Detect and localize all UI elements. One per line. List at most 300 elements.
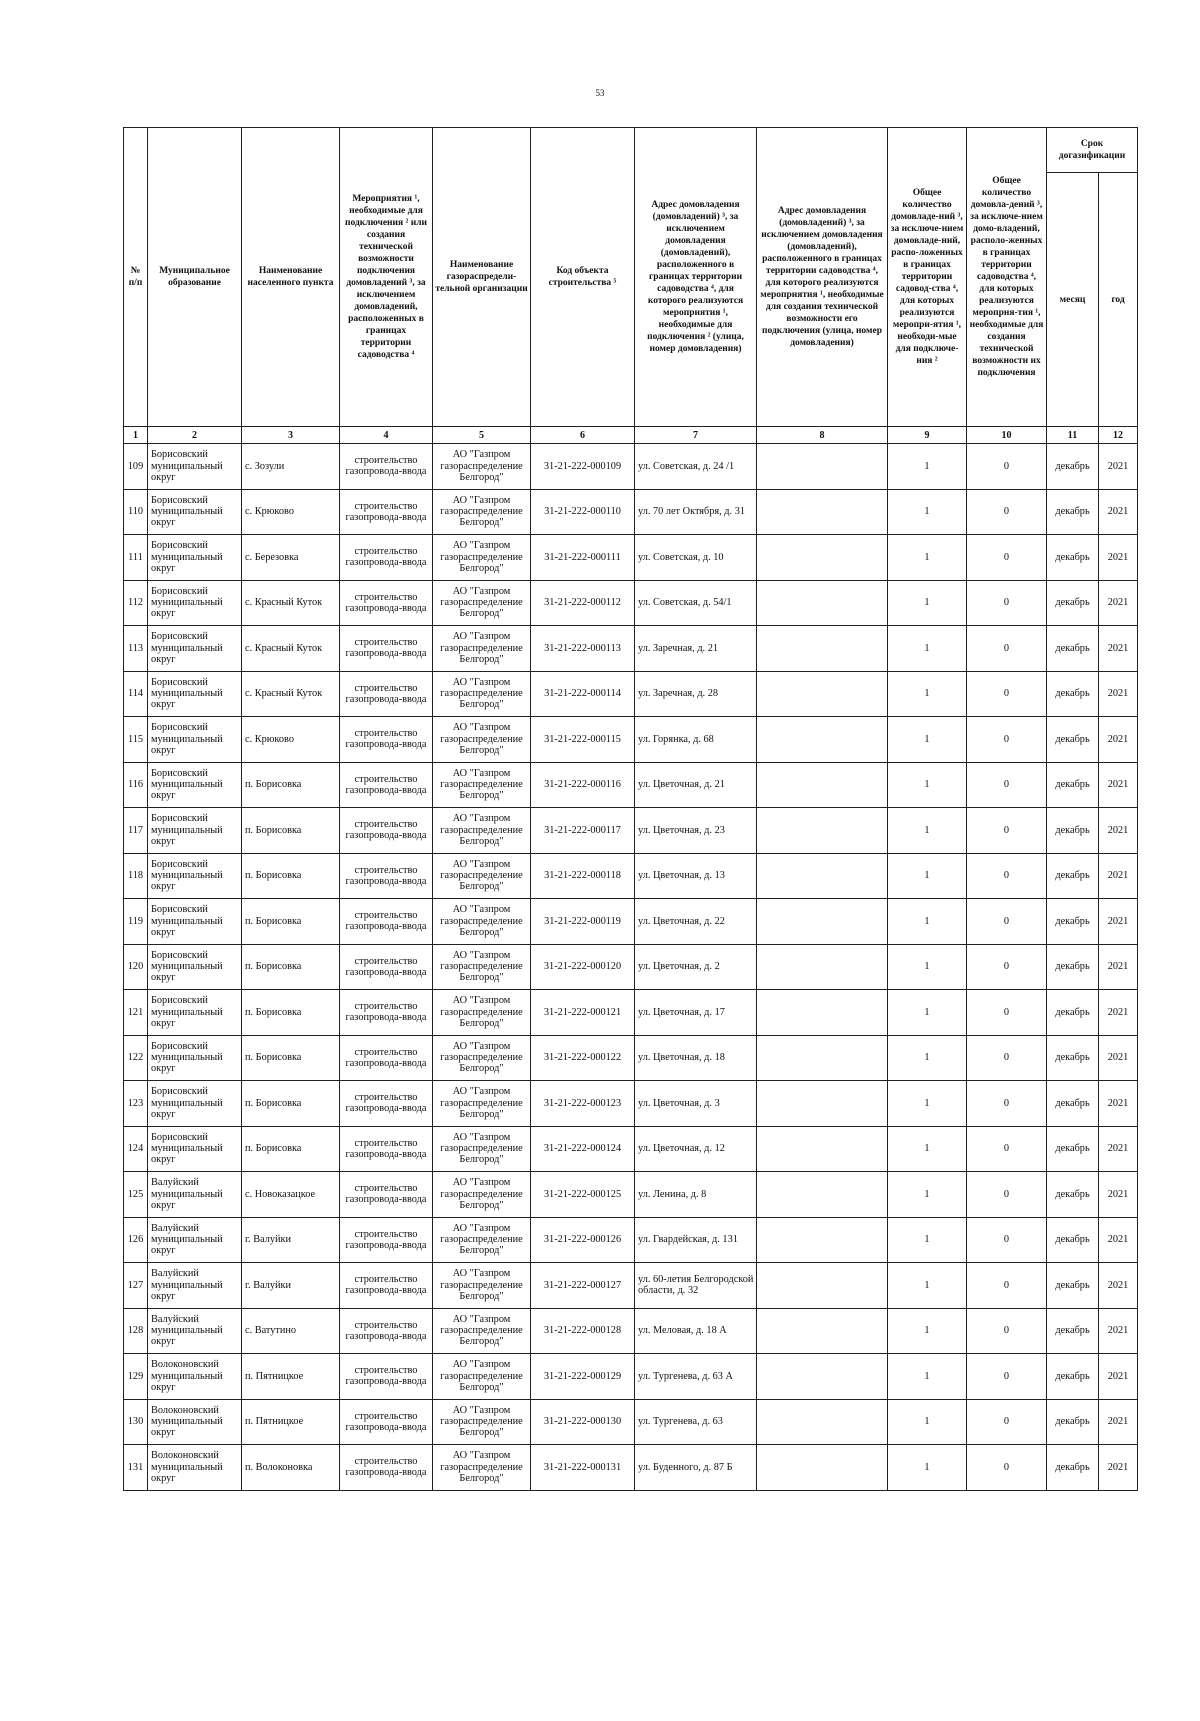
address-connection-cell: ул. Цветочная, д. 17 <box>635 990 757 1036</box>
object-code-cell: 31-21-222-000109 <box>531 444 635 490</box>
municipality-cell: Борисовский муниципальный округ <box>148 899 242 945</box>
year-cell: 2021 <box>1099 990 1138 1036</box>
row-number-cell: 111 <box>124 535 148 581</box>
row-number-cell: 117 <box>124 808 148 854</box>
measure-cell: строительство газопровода-ввода <box>340 444 433 490</box>
address-connection-cell: ул. Ленина, д. 8 <box>635 1172 757 1218</box>
address-capability-cell <box>757 1035 888 1081</box>
table-row <box>124 489 1138 535</box>
count-capability-cell: 0 <box>967 899 1047 945</box>
table-row <box>124 1035 1138 1081</box>
count-capability-cell: 0 <box>967 671 1047 717</box>
table-row <box>124 1445 1138 1491</box>
year-cell: 2021 <box>1099 1354 1138 1400</box>
settlement-cell: с. Крюково <box>242 489 340 535</box>
year-cell: 2021 <box>1099 1035 1138 1081</box>
year-cell: 2021 <box>1099 762 1138 808</box>
column-number: 11 <box>1047 427 1099 444</box>
address-capability-cell <box>757 899 888 945</box>
municipality-cell: Борисовский муниципальный округ <box>148 444 242 490</box>
municipality-cell: Борисовский муниципальный округ <box>148 853 242 899</box>
row-number-cell: 131 <box>124 1445 148 1491</box>
header-count-capability: Общее количество домовла-дений ³, за исключе-нием домо-владений, располо-женных в границах территории садоводства ⁴, для которых реализуются меропрня-тия ¹, необходимые для создания технической возможности их подключения <box>967 128 1047 427</box>
gas-organization-cell: АО "Газпром газораспределение Белгород" <box>433 990 531 1036</box>
month-cell: декабрь <box>1047 1081 1099 1127</box>
address-connection-cell: ул. 60-летия Белгородской области, д. 32 <box>635 1263 757 1309</box>
municipality-cell: Борисовский муниципальный округ <box>148 535 242 581</box>
measure-cell: строительство газопровода-ввода <box>340 853 433 899</box>
month-cell: декабрь <box>1047 808 1099 854</box>
month-cell: декабрь <box>1047 626 1099 672</box>
address-capability-cell <box>757 1399 888 1445</box>
object-code-cell: 31-21-222-000123 <box>531 1081 635 1127</box>
address-connection-cell: ул. Заречная, д. 28 <box>635 671 757 717</box>
year-cell: 2021 <box>1099 717 1138 763</box>
settlement-cell: п. Борисовка <box>242 808 340 854</box>
row-number-cell: 115 <box>124 717 148 763</box>
column-number: 12 <box>1099 427 1138 444</box>
month-cell: декабрь <box>1047 762 1099 808</box>
measure-cell: строительство газопровода-ввода <box>340 1354 433 1400</box>
address-capability-cell <box>757 717 888 763</box>
address-connection-cell: ул. Цветочная, д. 12 <box>635 1126 757 1172</box>
measure-cell: строительство газопровода-ввода <box>340 1172 433 1218</box>
address-capability-cell <box>757 444 888 490</box>
settlement-cell: с. Красный Куток <box>242 580 340 626</box>
address-capability-cell <box>757 990 888 1036</box>
table-row <box>124 1308 1138 1354</box>
gas-organization-cell: АО "Газпром газораспределение Белгород" <box>433 762 531 808</box>
row-number-cell: 125 <box>124 1172 148 1218</box>
table-row <box>124 899 1138 945</box>
address-connection-cell: ул. Горянка, д. 68 <box>635 717 757 763</box>
count-capability-cell: 0 <box>967 944 1047 990</box>
object-code-cell: 31-21-222-000112 <box>531 580 635 626</box>
settlement-cell: п. Пятницкое <box>242 1354 340 1400</box>
measure-cell: строительство газопровода-ввода <box>340 762 433 808</box>
column-number: 4 <box>340 427 433 444</box>
count-connection-cell: 1 <box>888 762 967 808</box>
gas-organization-cell: АО "Газпром газораспределение Белгород" <box>433 853 531 899</box>
gas-organization-cell: АО "Газпром газораспределение Белгород" <box>433 899 531 945</box>
address-connection-cell: ул. 70 лет Октября, д. 31 <box>635 489 757 535</box>
table-body <box>124 444 1138 1491</box>
table-row <box>124 444 1138 490</box>
address-capability-cell <box>757 762 888 808</box>
header-measures: Мероприятия ¹, необходимые для подключения ² или создания технической возможности подключения домовладений ³, за исключением домовладений, расположенных в границах территории садоводства ⁴ <box>340 128 433 427</box>
count-connection-cell: 1 <box>888 853 967 899</box>
settlement-cell: г. Валуйки <box>242 1217 340 1263</box>
municipality-cell: Борисовский муниципальный округ <box>148 944 242 990</box>
header-settlement: Наименование населенного пункта <box>242 128 340 427</box>
count-connection-cell: 1 <box>888 990 967 1036</box>
table-row <box>124 535 1138 581</box>
row-number-cell: 110 <box>124 489 148 535</box>
measure-cell: строительство газопровода-ввода <box>340 1445 433 1491</box>
address-capability-cell <box>757 1081 888 1127</box>
table-row <box>124 944 1138 990</box>
count-capability-cell: 0 <box>967 1354 1047 1400</box>
address-connection-cell: ул. Цветочная, д. 18 <box>635 1035 757 1081</box>
gas-organization-cell: АО "Газпром газораспределение Белгород" <box>433 626 531 672</box>
settlement-cell: п. Борисовка <box>242 990 340 1036</box>
settlement-cell: с. Новоказацкое <box>242 1172 340 1218</box>
municipality-cell: Валуйский муниципальный округ <box>148 1308 242 1354</box>
year-cell: 2021 <box>1099 1217 1138 1263</box>
count-connection-cell: 1 <box>888 1354 967 1400</box>
row-number-cell: 119 <box>124 899 148 945</box>
object-code-cell: 31-21-222-000131 <box>531 1445 635 1491</box>
year-cell: 2021 <box>1099 899 1138 945</box>
table-row <box>124 808 1138 854</box>
count-connection-cell: 1 <box>888 1445 967 1491</box>
year-cell: 2021 <box>1099 1126 1138 1172</box>
count-connection-cell: 1 <box>888 489 967 535</box>
measure-cell: строительство газопровода-ввода <box>340 808 433 854</box>
count-connection-cell: 1 <box>888 1399 967 1445</box>
object-code-cell: 31-21-222-000124 <box>531 1126 635 1172</box>
municipality-cell: Борисовский муниципальный округ <box>148 580 242 626</box>
address-capability-cell <box>757 944 888 990</box>
table-row <box>124 1081 1138 1127</box>
address-connection-cell: ул. Тургенева, д. 63 <box>635 1399 757 1445</box>
address-capability-cell <box>757 1126 888 1172</box>
municipality-cell: Валуйский муниципальный округ <box>148 1263 242 1309</box>
settlement-cell: г. Валуйки <box>242 1263 340 1309</box>
measure-cell: строительство газопровода-ввода <box>340 899 433 945</box>
address-capability-cell <box>757 580 888 626</box>
count-connection-cell: 1 <box>888 717 967 763</box>
count-connection-cell: 1 <box>888 1081 967 1127</box>
column-number: 7 <box>635 427 757 444</box>
municipality-cell: Борисовский муниципальный округ <box>148 1081 242 1127</box>
object-code-cell: 31-21-222-000118 <box>531 853 635 899</box>
measure-cell: строительство газопровода-ввода <box>340 1035 433 1081</box>
header-address-capability: Адрес домовладения (домовладений) ³, за исключением домовладения (домовладений), расположенного в границах территории садоводства ⁴, для которого реализуются мероприятия ¹, необходимые для создания технической возможности его подключения (улица, номер домовладения) <box>757 128 888 427</box>
header-municipality: Муниципальное образование <box>148 128 242 427</box>
settlement-cell: п. Борисовка <box>242 1081 340 1127</box>
gas-organization-cell: АО "Газпром газораспределение Белгород" <box>433 535 531 581</box>
count-connection-cell: 1 <box>888 944 967 990</box>
month-cell: декабрь <box>1047 1126 1099 1172</box>
municipality-cell: Борисовский муниципальный округ <box>148 1035 242 1081</box>
gas-organization-cell: АО "Газпром газораспределение Белгород" <box>433 1399 531 1445</box>
table-row <box>124 853 1138 899</box>
header-month: месяц <box>1047 173 1099 427</box>
municipality-cell: Борисовский муниципальный округ <box>148 717 242 763</box>
count-capability-cell: 0 <box>967 1126 1047 1172</box>
measure-cell: строительство газопровода-ввода <box>340 717 433 763</box>
address-capability-cell <box>757 1308 888 1354</box>
measure-cell: строительство газопровода-ввода <box>340 1081 433 1127</box>
year-cell: 2021 <box>1099 808 1138 854</box>
count-connection-cell: 1 <box>888 580 967 626</box>
year-cell: 2021 <box>1099 1263 1138 1309</box>
count-connection-cell: 1 <box>888 444 967 490</box>
gas-organization-cell: АО "Газпром газораспределение Белгород" <box>433 1126 531 1172</box>
address-connection-cell: ул. Цветочная, д. 21 <box>635 762 757 808</box>
count-capability-cell: 0 <box>967 1445 1047 1491</box>
address-connection-cell: ул. Заречная, д. 21 <box>635 626 757 672</box>
count-connection-cell: 1 <box>888 1035 967 1081</box>
address-capability-cell <box>757 489 888 535</box>
object-code-cell: 31-21-222-000129 <box>531 1354 635 1400</box>
month-cell: декабрь <box>1047 944 1099 990</box>
year-cell: 2021 <box>1099 944 1138 990</box>
gas-organization-cell: АО "Газпром газораспределение Белгород" <box>433 1172 531 1218</box>
table-row <box>124 1354 1138 1400</box>
row-number-cell: 120 <box>124 944 148 990</box>
year-cell: 2021 <box>1099 626 1138 672</box>
address-connection-cell: ул. Советская, д. 24 /1 <box>635 444 757 490</box>
address-capability-cell <box>757 671 888 717</box>
count-capability-cell: 0 <box>967 626 1047 672</box>
row-number-cell: 129 <box>124 1354 148 1400</box>
row-number-cell: 122 <box>124 1035 148 1081</box>
gasification-table-container <box>123 127 1137 1491</box>
count-capability-cell: 0 <box>967 853 1047 899</box>
month-cell: декабрь <box>1047 1308 1099 1354</box>
header-object-code: Код объекта строительства ⁵ <box>531 128 635 427</box>
address-capability-cell <box>757 535 888 581</box>
gas-organization-cell: АО "Газпром газораспределение Белгород" <box>433 808 531 854</box>
municipality-cell: Волоконовский муниципальный округ <box>148 1445 242 1491</box>
table-header <box>124 128 1138 444</box>
count-capability-cell: 0 <box>967 444 1047 490</box>
settlement-cell: с. Красный Куток <box>242 671 340 717</box>
address-capability-cell <box>757 626 888 672</box>
row-number-cell: 127 <box>124 1263 148 1309</box>
measure-cell: строительство газопровода-ввода <box>340 626 433 672</box>
address-connection-cell: ул. Гвардейская, д. 131 <box>635 1217 757 1263</box>
count-capability-cell: 0 <box>967 1035 1047 1081</box>
count-capability-cell: 0 <box>967 1217 1047 1263</box>
count-capability-cell: 0 <box>967 990 1047 1036</box>
gasification-table <box>123 127 1138 1491</box>
count-connection-cell: 1 <box>888 1263 967 1309</box>
address-capability-cell <box>757 853 888 899</box>
gas-organization-cell: АО "Газпром газораспределение Белгород" <box>433 489 531 535</box>
address-connection-cell: ул. Цветочная, д. 3 <box>635 1081 757 1127</box>
measure-cell: строительство газопровода-ввода <box>340 1399 433 1445</box>
count-capability-cell: 0 <box>967 489 1047 535</box>
year-cell: 2021 <box>1099 1445 1138 1491</box>
settlement-cell: с. Ватутино <box>242 1308 340 1354</box>
year-cell: 2021 <box>1099 489 1138 535</box>
count-connection-cell: 1 <box>888 1308 967 1354</box>
municipality-cell: Борисовский муниципальный округ <box>148 626 242 672</box>
row-number-cell: 130 <box>124 1399 148 1445</box>
count-connection-cell: 1 <box>888 1172 967 1218</box>
address-connection-cell: ул. Советская, д. 10 <box>635 535 757 581</box>
object-code-cell: 31-21-222-000116 <box>531 762 635 808</box>
column-number: 8 <box>757 427 888 444</box>
count-connection-cell: 1 <box>888 671 967 717</box>
object-code-cell: 31-21-222-000119 <box>531 899 635 945</box>
object-code-cell: 31-21-222-000125 <box>531 1172 635 1218</box>
settlement-cell: п. Борисовка <box>242 853 340 899</box>
count-capability-cell: 0 <box>967 1308 1047 1354</box>
gas-organization-cell: АО "Газпром газораспределение Белгород" <box>433 1081 531 1127</box>
table-row <box>124 1126 1138 1172</box>
measure-cell: строительство газопровода-ввода <box>340 990 433 1036</box>
object-code-cell: 31-21-222-000113 <box>531 626 635 672</box>
address-connection-cell: ул. Меловая, д. 18 А <box>635 1308 757 1354</box>
row-number-cell: 128 <box>124 1308 148 1354</box>
month-cell: декабрь <box>1047 444 1099 490</box>
object-code-cell: 31-21-222-000122 <box>531 1035 635 1081</box>
object-code-cell: 31-21-222-000126 <box>531 1217 635 1263</box>
measure-cell: строительство газопровода-ввода <box>340 1308 433 1354</box>
year-cell: 2021 <box>1099 853 1138 899</box>
municipality-cell: Борисовский муниципальный округ <box>148 808 242 854</box>
gas-organization-cell: АО "Газпром газораспределение Белгород" <box>433 1308 531 1354</box>
month-cell: декабрь <box>1047 1445 1099 1491</box>
count-connection-cell: 1 <box>888 535 967 581</box>
year-cell: 2021 <box>1099 671 1138 717</box>
address-connection-cell: ул. Цветочная, д. 23 <box>635 808 757 854</box>
settlement-cell: с. Зозули <box>242 444 340 490</box>
gas-organization-cell: АО "Газпром газораспределение Белгород" <box>433 1035 531 1081</box>
object-code-cell: 31-21-222-000130 <box>531 1399 635 1445</box>
month-cell: декабрь <box>1047 580 1099 626</box>
month-cell: декабрь <box>1047 1354 1099 1400</box>
row-number-cell: 114 <box>124 671 148 717</box>
count-capability-cell: 0 <box>967 808 1047 854</box>
count-capability-cell: 0 <box>967 762 1047 808</box>
column-number: 9 <box>888 427 967 444</box>
settlement-cell: с. Березовка <box>242 535 340 581</box>
count-connection-cell: 1 <box>888 1126 967 1172</box>
object-code-cell: 31-21-222-000117 <box>531 808 635 854</box>
address-connection-cell: ул. Тургенева, д. 63 А <box>635 1354 757 1400</box>
table-row <box>124 671 1138 717</box>
column-number: 3 <box>242 427 340 444</box>
settlement-cell: п. Борисовка <box>242 944 340 990</box>
year-cell: 2021 <box>1099 1172 1138 1218</box>
object-code-cell: 31-21-222-000121 <box>531 990 635 1036</box>
address-connection-cell: ул. Цветочная, д. 13 <box>635 853 757 899</box>
month-cell: декабрь <box>1047 535 1099 581</box>
object-code-cell: 31-21-222-000111 <box>531 535 635 581</box>
address-connection-cell: ул. Буденного, д. 87 Б <box>635 1445 757 1491</box>
year-cell: 2021 <box>1099 580 1138 626</box>
settlement-cell: п. Борисовка <box>242 1035 340 1081</box>
row-number-cell: 118 <box>124 853 148 899</box>
gas-organization-cell: АО "Газпром газораспределение Белгород" <box>433 717 531 763</box>
gas-organization-cell: АО "Газпром газораспределение Белгород" <box>433 944 531 990</box>
object-code-cell: 31-21-222-000115 <box>531 717 635 763</box>
column-number: 2 <box>148 427 242 444</box>
settlement-cell: п. Пятницкое <box>242 1399 340 1445</box>
year-cell: 2021 <box>1099 1399 1138 1445</box>
settlement-cell: п. Борисовка <box>242 899 340 945</box>
object-code-cell: 31-21-222-000127 <box>531 1263 635 1309</box>
address-capability-cell <box>757 808 888 854</box>
settlement-cell: с. Красный Куток <box>242 626 340 672</box>
gas-organization-cell: АО "Газпром газораспределение Белгород" <box>433 671 531 717</box>
page-number: 53 <box>595 88 605 98</box>
year-cell: 2021 <box>1099 535 1138 581</box>
row-number-cell: 123 <box>124 1081 148 1127</box>
count-connection-cell: 1 <box>888 899 967 945</box>
settlement-cell: п. Волоконовка <box>242 1445 340 1491</box>
municipality-cell: Валуйский муниципальный округ <box>148 1217 242 1263</box>
month-cell: декабрь <box>1047 1172 1099 1218</box>
month-cell: декабрь <box>1047 990 1099 1036</box>
row-number-cell: 121 <box>124 990 148 1036</box>
month-cell: декабрь <box>1047 1263 1099 1309</box>
count-capability-cell: 0 <box>967 1263 1047 1309</box>
count-capability-cell: 0 <box>967 1081 1047 1127</box>
month-cell: декабрь <box>1047 671 1099 717</box>
month-cell: декабрь <box>1047 489 1099 535</box>
municipality-cell: Борисовский муниципальный округ <box>148 489 242 535</box>
table-row <box>124 717 1138 763</box>
address-connection-cell: ул. Цветочная, д. 2 <box>635 944 757 990</box>
gas-organization-cell: АО "Газпром газораспределение Белгород" <box>433 444 531 490</box>
count-connection-cell: 1 <box>888 626 967 672</box>
month-cell: декабрь <box>1047 853 1099 899</box>
header-count-connection: Общее количество домовладе-ний ³, за исключе-нием домовладе-ний, распо-ложенных в границах территории садовод-ства ⁴, для которых реализуются меропри-ятия ¹, необходи-мые для подключе-ния ² <box>888 128 967 427</box>
row-number-cell: 109 <box>124 444 148 490</box>
month-cell: декабрь <box>1047 717 1099 763</box>
measure-cell: строительство газопровода-ввода <box>340 535 433 581</box>
address-connection-cell: ул. Советская, д. 54/1 <box>635 580 757 626</box>
header-year: год <box>1099 173 1138 427</box>
address-connection-cell: ул. Цветочная, д. 22 <box>635 899 757 945</box>
measure-cell: строительство газопровода-ввода <box>340 489 433 535</box>
table-row <box>124 1263 1138 1309</box>
municipality-cell: Валуйский муниципальный округ <box>148 1172 242 1218</box>
table-row <box>124 762 1138 808</box>
measure-cell: строительство газопровода-ввода <box>340 1217 433 1263</box>
header-address-connection: Адрес домовладения (домовладений) ³, за исключением домовладения (домовладений), расположенного в границах территории садоводства ⁴, для которого реализуются мероприятия ¹, необходимые для подключения ² (улица, номер домовладения) <box>635 128 757 427</box>
header-gasification-deadline: Срок догазификации <box>1047 128 1138 173</box>
column-number: 10 <box>967 427 1047 444</box>
measure-cell: строительство газопровода-ввода <box>340 671 433 717</box>
object-code-cell: 31-21-222-000128 <box>531 1308 635 1354</box>
object-code-cell: 31-21-222-000120 <box>531 944 635 990</box>
object-code-cell: 31-21-222-000110 <box>531 489 635 535</box>
gas-organization-cell: АО "Газпром газораспределение Белгород" <box>433 1354 531 1400</box>
address-capability-cell <box>757 1354 888 1400</box>
month-cell: декабрь <box>1047 899 1099 945</box>
measure-cell: строительство газопровода-ввода <box>340 580 433 626</box>
year-cell: 2021 <box>1099 1308 1138 1354</box>
count-capability-cell: 0 <box>967 1399 1047 1445</box>
object-code-cell: 31-21-222-000114 <box>531 671 635 717</box>
municipality-cell: Борисовский муниципальный округ <box>148 1126 242 1172</box>
municipality-cell: Борисовский муниципальный округ <box>148 671 242 717</box>
table-row <box>124 1217 1138 1263</box>
settlement-cell: с. Крюково <box>242 717 340 763</box>
row-number-cell: 113 <box>124 626 148 672</box>
column-number: 1 <box>124 427 148 444</box>
address-capability-cell <box>757 1263 888 1309</box>
municipality-cell: Волоконовский муниципальный округ <box>148 1354 242 1400</box>
settlement-cell: п. Борисовка <box>242 762 340 808</box>
column-number-row <box>124 427 1138 444</box>
table-row <box>124 580 1138 626</box>
year-cell: 2021 <box>1099 1081 1138 1127</box>
table-row <box>124 990 1138 1036</box>
row-number-cell: 116 <box>124 762 148 808</box>
municipality-cell: Борисовский муниципальный округ <box>148 990 242 1036</box>
header-row-number: № п/п <box>124 128 148 427</box>
row-number-cell: 124 <box>124 1126 148 1172</box>
measure-cell: строительство газопровода-ввода <box>340 1126 433 1172</box>
